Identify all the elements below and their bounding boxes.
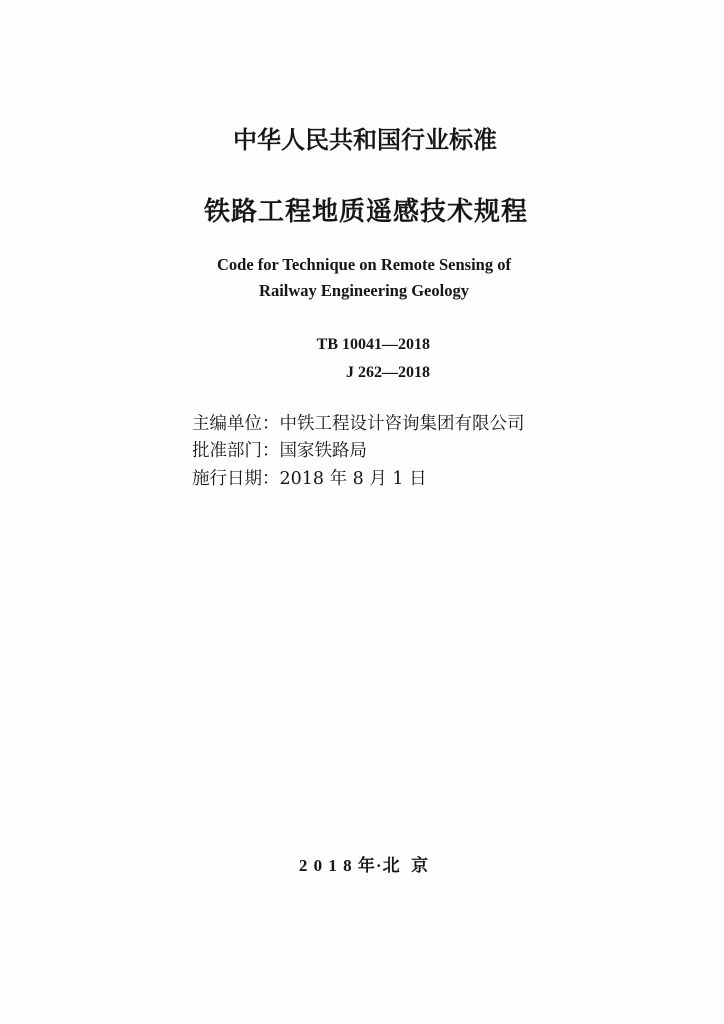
document-title-chinese: 铁路工程地质遥感技术规程 bbox=[203, 197, 528, 227]
info-label: 施行日期： bbox=[192, 469, 280, 489]
document-title-english-line-2: Railway Engineering Geology bbox=[259, 281, 469, 300]
standard-category: 中华人民共和国行业标准 bbox=[233, 126, 497, 154]
info-row-effective-date bbox=[192, 466, 427, 493]
info-value: 2018 年 8 月 1 日 bbox=[279, 469, 427, 489]
info-value: 中铁工程设计咨询集团有限公司 bbox=[279, 414, 525, 434]
info-value: 国家铁路局 bbox=[279, 441, 367, 461]
info-label: 主编单位： bbox=[192, 414, 280, 434]
info-row-approver bbox=[192, 438, 367, 465]
info-label: 批准部门： bbox=[192, 441, 280, 461]
standard-code-tb: TB 10041—2018 bbox=[316, 336, 430, 353]
publication-imprint: 2 0 1 8 年·北 京 bbox=[298, 856, 430, 875]
standard-code-j: J 262—2018 bbox=[346, 364, 430, 381]
document-title-english-line-1: Code for Technique on Remote Sensing of bbox=[217, 255, 511, 274]
info-row-editor bbox=[192, 411, 525, 438]
